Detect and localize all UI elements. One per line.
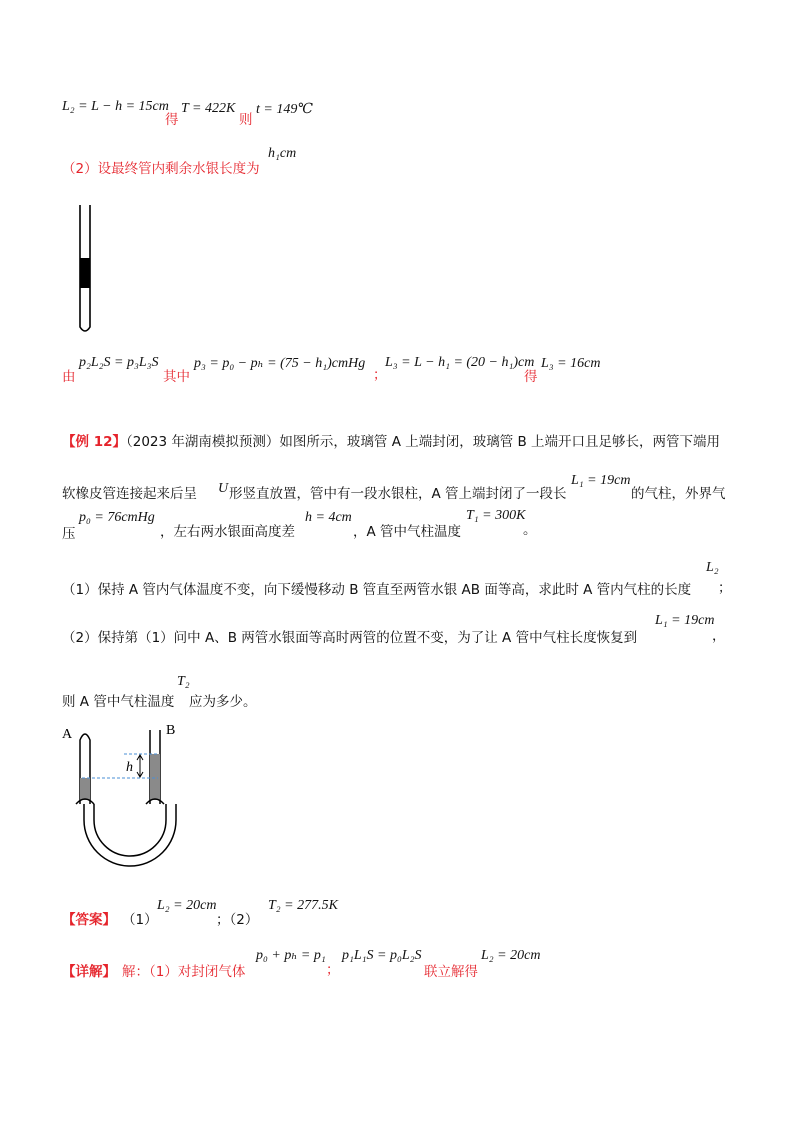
equation-p0: p₀ = 76cmHg xyxy=(79,510,155,525)
answer-p1: （1） xyxy=(122,912,158,928)
tube-figure xyxy=(70,200,100,340)
equation-t1: T₁ = 300K xyxy=(466,508,526,523)
word-ze: 则 xyxy=(239,112,253,128)
q2b-var-t2: T₂ xyxy=(177,674,190,689)
equation-boyle: p₂L₂S = p₃L₃S xyxy=(79,355,159,370)
example-line2-c: 的气柱，外界气 xyxy=(631,486,726,502)
equation-l1: L₁ = 19cm xyxy=(571,473,631,488)
example-line3-c: ，A 管中气柱温度 xyxy=(353,524,462,540)
word-you: 由 xyxy=(62,369,76,385)
part2-var: h₁cm xyxy=(268,146,297,161)
detail-eq2: p₁L₁S = p₀L₂S xyxy=(342,948,422,963)
label-a: A xyxy=(62,727,73,742)
label-b: B xyxy=(166,723,176,738)
q1-end: ； xyxy=(718,580,732,596)
detail-semi: ； xyxy=(326,962,340,978)
answer-sep: ；（2） xyxy=(216,912,259,928)
word-qizhong: 其中 xyxy=(163,369,190,385)
equation-l3-result: L₃ = 16cm xyxy=(541,356,601,371)
u-tube-figure xyxy=(60,720,210,880)
answer-eq2: T₂ = 277.5K xyxy=(268,898,338,913)
detail-tag: 【详解】 xyxy=(62,964,116,980)
word-de: 得 xyxy=(165,112,179,128)
detail-lianli: 联立解得 xyxy=(424,964,478,980)
example-line3-d: 。 xyxy=(523,522,537,538)
equation-t-celsius: t = 149℃ xyxy=(256,102,313,117)
example-line1 xyxy=(62,430,720,450)
answer-eq1: L₂ = 20cm xyxy=(157,898,217,913)
detail-eq1: p₀ + pₕ = p₁ xyxy=(256,948,326,963)
part2-text: （2）设最终管内剩余水银长度为 xyxy=(62,161,260,177)
example-line1-text: （2023 年湖南模拟预测）如图所示，玻璃管 A 上端封闭，玻璃管 B 上端开口且足够长，两管下端用 xyxy=(126,434,721,450)
example-line2-a: 软橡皮管连接起来后呈 xyxy=(62,486,197,502)
q2-end: ， xyxy=(712,628,726,644)
equation-l3: L₃ = L − h₁ = (20 − h₁)cm xyxy=(385,355,535,370)
label-h: h xyxy=(126,760,133,775)
detail-text: 解：（1）对封闭气体 xyxy=(122,964,246,980)
q2-eq-l1: L₁ = 19cm xyxy=(655,613,715,628)
example-line3-b: ，左右两水银面高度差 xyxy=(160,524,295,540)
question-1: （1）保持 A 管内气体温度不变，向下缓慢移动 B 管直至两管水银 AB 面等高，求此时 A 管内气柱的长度 xyxy=(62,582,692,598)
equation-p3: p₃ = p₀ − pₕ = (75 − h₁)cmHg xyxy=(194,356,366,371)
u-letter: U xyxy=(218,481,229,496)
example-tag: 【例 12】 xyxy=(62,434,126,450)
question-2: （2）保持第（1）问中 A、B 两管水银面等高时两管的位置不变，为了让 A 管中气柱长度恢复到 xyxy=(62,630,638,646)
example-line3-a: 压 xyxy=(62,526,76,542)
equation-h: h = 4cm xyxy=(305,510,352,525)
equation-t: T = 422K xyxy=(181,101,236,116)
semicolon: ； xyxy=(373,367,387,383)
detail-eq3: L₂ = 20cm xyxy=(481,948,541,963)
equation-l2: L₂ = L − h = 15cm xyxy=(62,99,169,114)
word-de: 得 xyxy=(524,369,538,385)
question-2b-b: 应为多少。 xyxy=(189,694,257,710)
answer-tag: 【答案】 xyxy=(62,912,116,928)
example-line2-b: 形竖直放置，管中有一段水银柱，A 管上端封闭了一段长 xyxy=(229,486,567,502)
question-2b-a: 则 A 管中气柱温度 xyxy=(62,694,175,710)
q1-var-l2: L₂ xyxy=(706,560,719,575)
